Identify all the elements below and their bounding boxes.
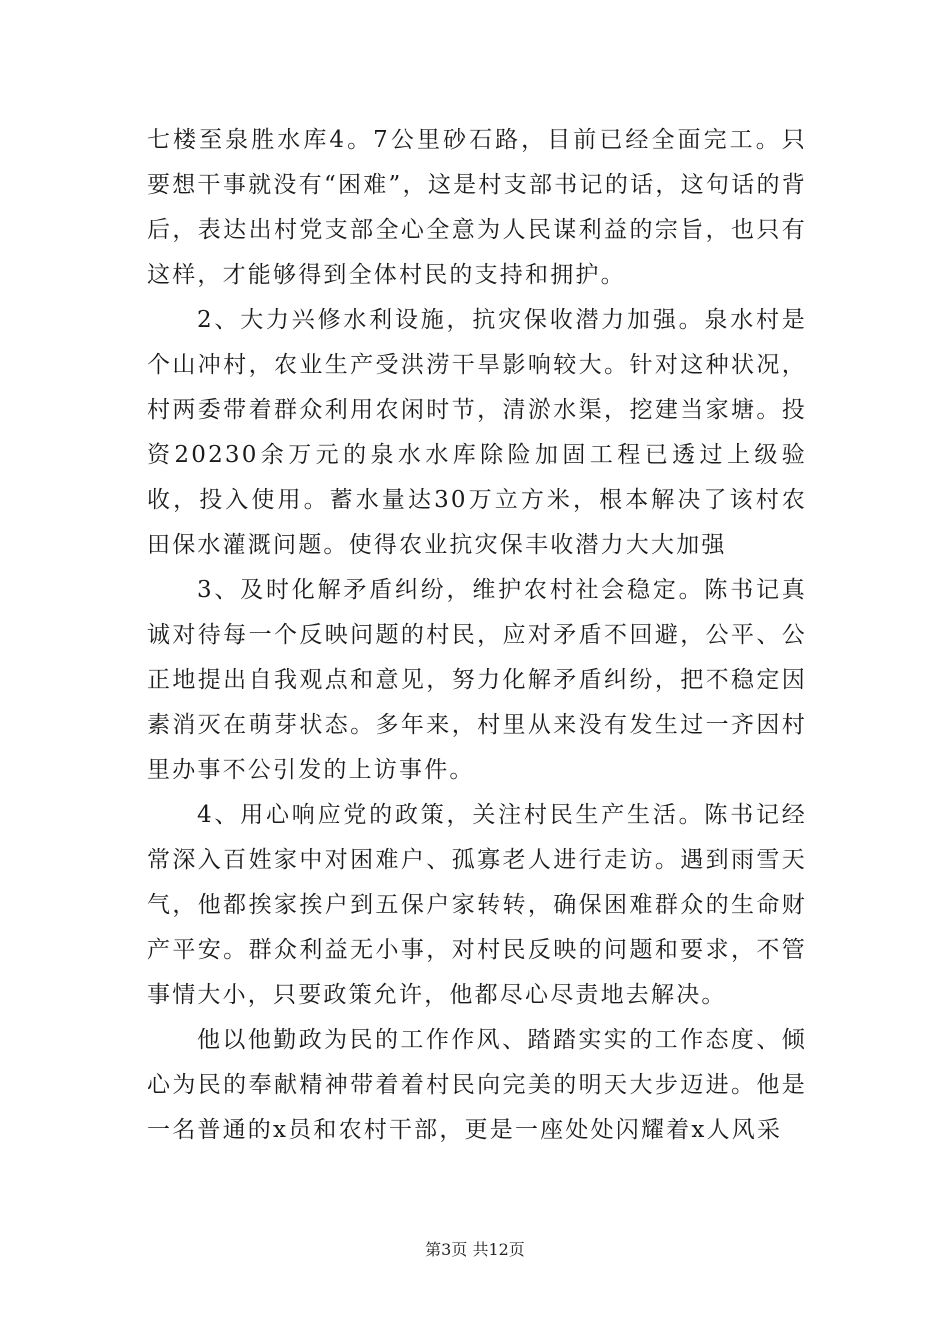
- paragraph-1: 七楼至泉胜水库4。7公里砂石路，目前已经全面完工。只要想干事就没有“困难”，这是村支部书记的话，这句话的背后，表达出村党支部全心全意为人民谋利益的宗旨，也只有这样，才能够得到全体村民的支持和拥护。: [147, 127, 807, 288]
- document-body: [147, 118, 807, 1153]
- paragraph-3: 3、及时化解矛盾纠纷，维护农村社会稳定。陈书记真诚对待每一个反映问题的村民，应对矛盾不回避，公平、公正地提出自我观点和意见，努力化解矛盾纠纷，把不稳定因素消灭在萌芽状态。多年来，村里从来没有发生过一齐因村里办事不公引发的上访事件。: [147, 577, 807, 783]
- paragraph-5: 他以他勤政为民的工作作风、踏踏实实的工作态度、倾心为民的奉献精神带着着村民向完美的明天大步迈进。他是一名普通的x员和农村干部，更是一座处处闪耀着x人风采: [147, 1027, 807, 1143]
- paragraph-2: 2、大力兴修水利设施，抗灾保收潜力加强。泉水村是个山冲村，农业生产受洪涝干旱影响较大。针对这种状况，村两委带着群众利用农闲时节，清淤水渠，挖建当家塘。投资20230余万元的泉水水库除险加固工程已透过上级验收，投入使用。蓄水量达30万立方米，根本解决了该村农田保水灌溉问题。使得农业抗灾保丰收潜力大大加强: [147, 307, 807, 558]
- paragraph-4: 4、用心响应党的政策，关注村民生产生活。陈书记经常深入百姓家中对困难户、孤寡老人进行走访。遇到雨雪天气，他都挨家挨户到五保户家转转，确保困难群众的生命财产平安。群众利益无小事，对村民反映的问题和要求，不管事情大小，只要政策允许，他都尽心尽责地去解决。: [147, 802, 807, 1008]
- page-number-footer: 第3页 共12页: [425, 1240, 525, 1259]
